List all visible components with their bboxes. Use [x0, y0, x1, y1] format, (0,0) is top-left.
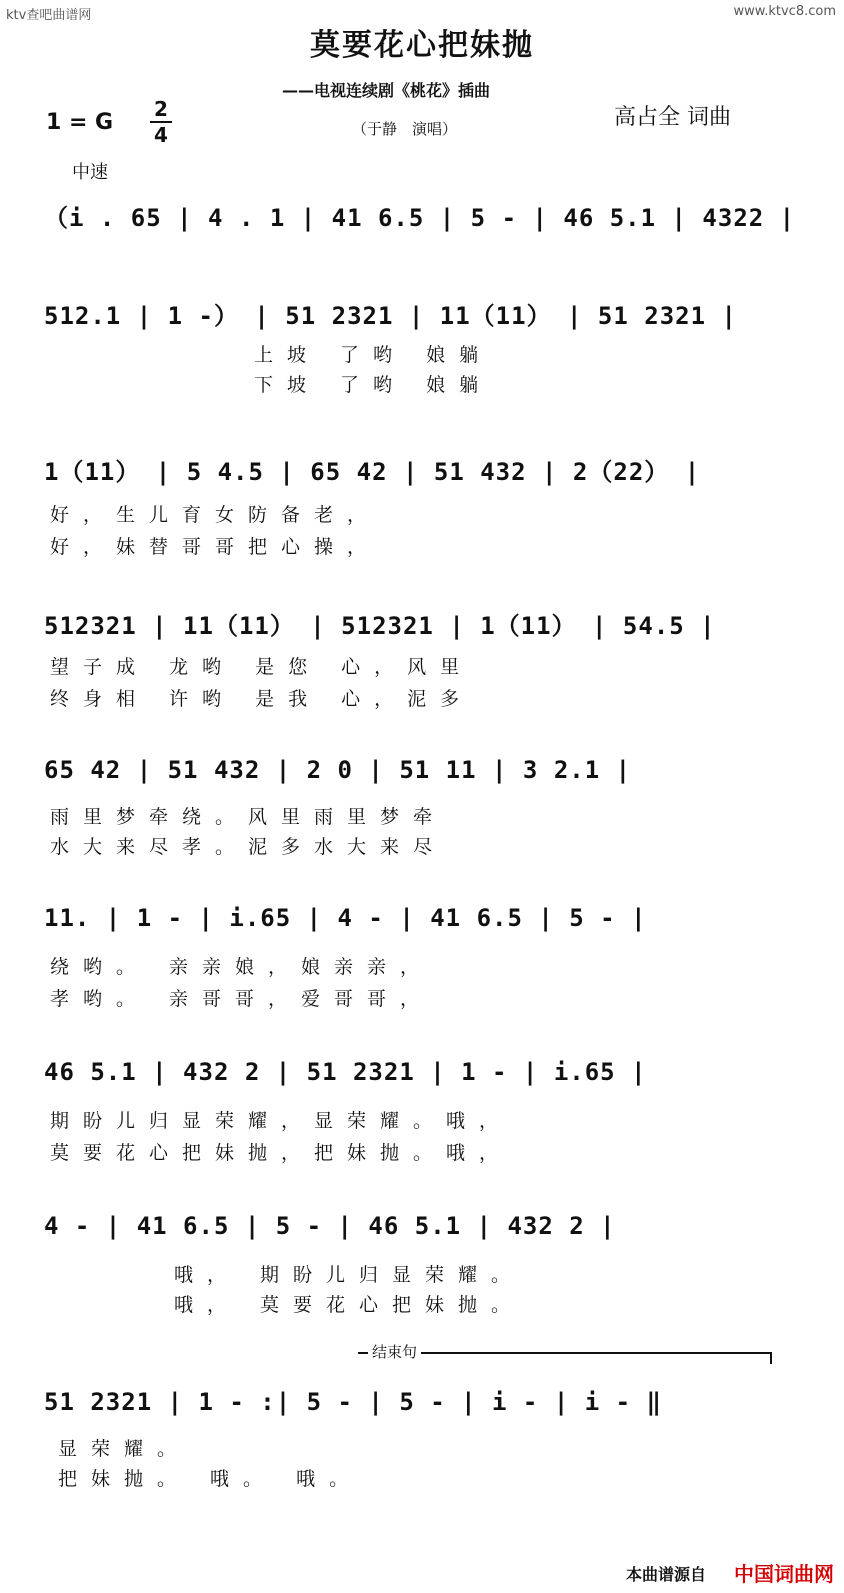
tempo-marking: 中速	[72, 162, 108, 183]
lyric-verse-2: 哦， 莫要花心把妹抛。	[174, 1294, 525, 1316]
lyric-verse-2: 水大来尽孝。泥多水大来尽	[50, 836, 447, 858]
song-title: 莫要花心把妹抛	[310, 28, 534, 63]
lyric-verse-1: 好，生儿育女防备老，	[50, 504, 381, 526]
notation-line: 1（11） | 5 4.5 | 65 42 | 51 432 | 2（22） |	[44, 458, 701, 486]
notation-line: 4 - | 41 6.5 | 5 - | 46 5.1 | 432 2 |	[44, 1212, 616, 1240]
lyric-verse-1: 显荣耀。	[58, 1438, 191, 1460]
score-system-5	[44, 756, 786, 858]
watermark-right: www.ktvc8.com	[733, 4, 836, 19]
lyric-verse-1: 期盼儿归显荣耀，显荣耀。哦，	[50, 1110, 513, 1132]
footer-site-name: 中国词曲网	[734, 1562, 834, 1586]
notation-line: （i . 65 | 4 . 1 | 41 6.5 | 5 - | 46 5.1 | 4322 |	[44, 204, 796, 232]
score-system-9	[44, 1388, 786, 1490]
notation-line: 46 5.1 | 432 2 | 51 2321 | 1 - | i.65 |	[44, 1058, 647, 1086]
notation-line: 512.1 | 1 -） | 51 2321 | 11（11） | 51 2321 |	[44, 302, 737, 330]
coda-bracket-end	[770, 1352, 772, 1364]
lyric-verse-1: 上坡 了哟 娘躺	[254, 344, 493, 366]
watermark-left: ktv查吧曲谱网	[6, 8, 92, 23]
lyric-verse-2: 下坡 了哟 娘躺	[254, 374, 493, 396]
score-system-6	[44, 904, 786, 1010]
notation-line: 65 42 | 51 432 | 2 0 | 51 11 | 3 2.1 |	[44, 756, 632, 784]
score-system-2	[44, 296, 786, 396]
key-signature: 1 = G	[46, 110, 114, 135]
lyric-verse-2: 好，妹替哥哥把心操，	[50, 536, 381, 558]
composer-credit: 高占全 词曲	[614, 105, 731, 130]
lyric-verse-2: 莫要花心把妹抛，把妹抛。哦，	[50, 1142, 513, 1164]
lyric-verse-1: 雨里梦牵绕。风里雨里梦牵	[50, 806, 447, 828]
lyric-verse-1: 哦， 期盼儿归显荣耀。	[174, 1264, 525, 1286]
notation-line: 11. | 1 - | i.65 | 4 - | 41 6.5 | 5 - |	[44, 904, 647, 932]
lyric-verse-2: 孝哟。 亲哥哥，爱哥哥，	[50, 988, 434, 1010]
lyric-verse-2: 把妹抛。 哦。 哦。	[58, 1468, 363, 1490]
meter-top: 2	[154, 97, 168, 121]
coda-label: 结束句	[368, 1341, 421, 1362]
lyric-verse-1: 望子成 龙哟 是您 心，风里	[50, 656, 474, 678]
score-system-3	[44, 452, 786, 558]
score-system-8	[44, 1212, 786, 1316]
score-system-7	[44, 1058, 786, 1164]
lyric-verse-1: 绕哟。 亲亲娘，娘亲亲，	[50, 956, 434, 978]
score-system-4	[44, 606, 786, 710]
notation-line: 51 2321 | 1 - :| 5 - | 5 - | i - | i - ‖	[44, 1388, 662, 1416]
footer-source-label: 本曲谱源自	[626, 1565, 707, 1584]
notation-line: 512321 | 11（11） | 512321 | 1（11） | 54.5 |	[44, 612, 716, 640]
score-system-1	[44, 198, 796, 258]
time-signature	[150, 98, 172, 146]
lyric-verse-2: 终身相 许哟 是我 心，泥多	[50, 688, 474, 710]
meter-bottom: 4	[154, 123, 168, 147]
singer-credit: （于静 演唱）	[352, 120, 458, 138]
song-subtitle: ——电视连续剧《桃花》插曲	[282, 81, 491, 100]
